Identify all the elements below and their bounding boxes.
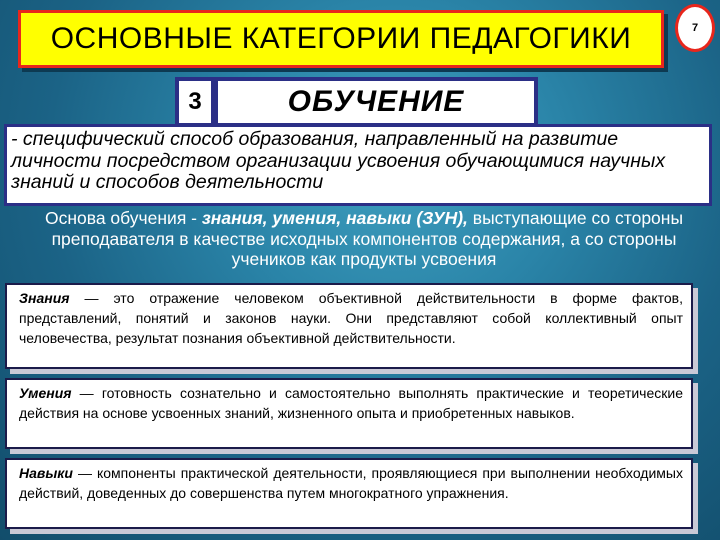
skills-card (5, 378, 693, 449)
basis-prefix: Основа обучения - (44, 208, 202, 228)
section-heading: ОБУЧЕНИЕ (287, 85, 465, 118)
skills-text: — готовность сознательно и самостоятельно выполнять практические и теоретические действия на основе усвоенных знаний, жизненного опыта и приобретенных навыков. (19, 385, 683, 421)
definition-box (4, 124, 712, 206)
habits-text: — компоненты практической деятельности, проявляющиеся при выполнении необходимых действий, доведенных до совершенства путем многократного упражнения. (19, 465, 683, 501)
page-number: 7 (691, 22, 699, 34)
knowledge-term: Знания (19, 290, 70, 306)
page-number-badge (675, 4, 715, 52)
slide-title-box (18, 10, 664, 68)
knowledge-text: — это отражение человеком объективной действительности в форме фактов, представлений, понятий и законов науки. Они представляют собой коллективный опыт человечества, результат познания объективной действительности. (19, 290, 683, 346)
knowledge-card (5, 283, 693, 369)
slide-title: ОСНОВНЫЕ КАТЕГОРИИ ПЕДАГОГИКИ (50, 22, 632, 55)
basis-paragraph (14, 208, 714, 270)
skills-term: Умения (19, 385, 72, 401)
section-number-box (175, 77, 215, 127)
section-number: 3 (188, 88, 202, 115)
habits-term: Навыки (19, 465, 73, 481)
basis-suffix: выступающие со стороны преподавателя в качестве исходных компонентов содержания, а со стороны учеников как продукты усвоения (51, 208, 684, 269)
habits-card (5, 458, 693, 529)
section-heading-box (214, 77, 538, 127)
definition-text: - специфический способ образования, направленный на развитие личности посредством организации усвоения обучающимися научных знаний и способов деятельности (11, 128, 666, 193)
basis-emphasis: знания, умения, навыки (ЗУН), (201, 208, 468, 228)
